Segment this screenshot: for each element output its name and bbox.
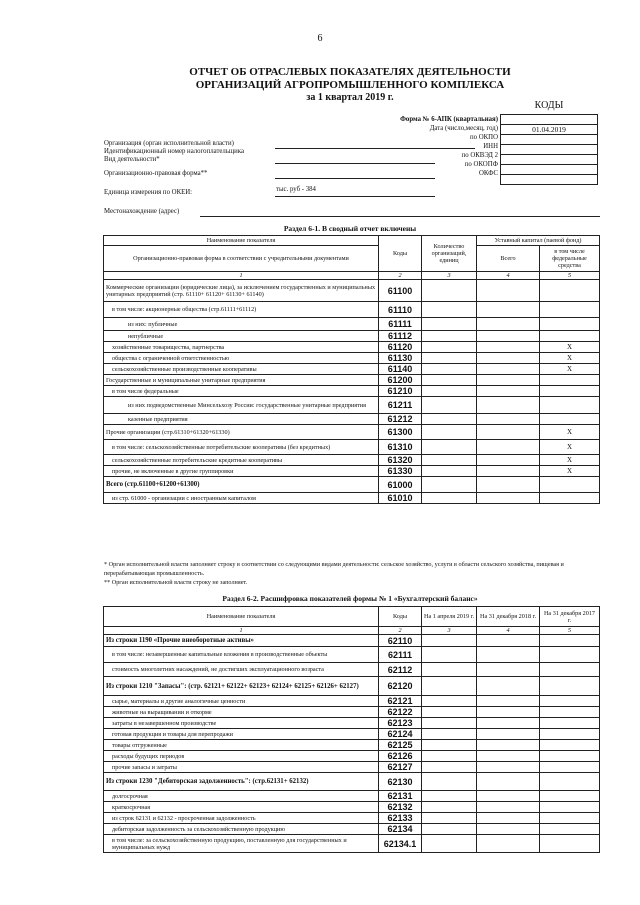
table-row [104,751,600,762]
legal-form-line [275,178,435,179]
org-label: Организация (орган исполнительной власти) [104,140,234,147]
value-cell-dec2017 [540,762,600,773]
value-cell-dec2017 [540,635,600,647]
value-cell-dec2018 [477,707,540,718]
federal-cell [540,414,600,425]
capital-total-cell [477,477,540,493]
row-name: дебиторская задолженность за сельскохозяйственную продукцию [104,824,379,835]
s2-header-apr2019: На 1 апреля 2019 г. [422,607,477,627]
s2-header-codes: Коды [379,607,422,627]
s2-colnum: 4 [477,627,540,635]
table-row [104,386,600,397]
table-row [104,493,600,504]
value-cell-dec2017 [540,813,600,824]
code-cell-okved [501,155,597,165]
s1-header-name: Наименование показателя [104,236,379,246]
row-name: общества с ограниченной ответственностью [104,353,379,364]
row-name: долгосрочная [104,791,379,802]
row-code: 62133 [379,813,422,824]
page-number: 6 [317,33,323,44]
count-cell [422,440,477,455]
section2-table [103,606,600,853]
table-row [104,729,600,740]
codes-header: КОДЫ [534,100,564,111]
count-cell [422,397,477,414]
code-cell-okfs [501,175,597,184]
s2-header-dec2017: На 31 декабря 2017 г. [540,607,600,627]
capital-total-cell [477,375,540,386]
count-cell [422,364,477,375]
value-cell-dec2018 [477,824,540,835]
value-cell-dec2018 [477,696,540,707]
row-code: 61300 [379,425,422,440]
count-cell [422,386,477,397]
value-cell-dec2017 [540,729,600,740]
row-code: 62120 [379,677,422,696]
table-row [104,824,600,835]
count-cell [422,342,477,353]
row-code: 61111 [379,318,422,331]
capital-total-cell [477,440,540,455]
location-label: Местонахождение (адрес) [104,208,180,215]
count-cell [422,318,477,331]
capital-total-cell [477,455,540,466]
row-name: готовая продукция и товары для перепродажи [104,729,379,740]
count-cell [422,477,477,493]
federal-cell [540,493,600,504]
federal-cell [540,280,600,302]
row-code: 62130 [379,773,422,791]
value-cell-apr2019 [422,802,477,813]
table-row [104,414,600,425]
value-cell-dec2017 [540,791,600,802]
table-row [104,773,600,791]
value-cell-dec2018 [477,647,540,663]
row-name: в том числе: незавершенные капитальные вложения в производственные объекты [104,647,379,663]
row-name: казенные предприятия [104,414,379,425]
row-code: 62121 [379,696,422,707]
value-cell-apr2019 [422,740,477,751]
row-code: 61112 [379,331,422,342]
s1-header-name-sub: Организационно-правовая форма в соответствии с учредительными документами [104,246,379,272]
row-code: 61320 [379,455,422,466]
value-cell-dec2018 [477,635,540,647]
value-cell-apr2019 [422,663,477,677]
row-name: Из строки 1210 "Запасы": (стр. 62121+ 62122+ 62123+ 62124+ 62125+ 62126+ 62127) [104,677,379,696]
row-name: краткосрочная [104,802,379,813]
count-cell [422,466,477,477]
table-row [104,663,600,677]
table-row [104,718,600,729]
federal-cell [540,375,600,386]
row-name: прочие запасы и затраты [104,762,379,773]
okved-label: по ОКВЭД 2 [461,152,498,159]
okfs-label: ОКФС [478,170,498,177]
value-cell-dec2017 [540,802,600,813]
okpo-label: по ОКПО [470,134,498,141]
row-code: 62132 [379,802,422,813]
value-cell-dec2018 [477,663,540,677]
section1-title: Раздел 6-1. В сводный отчет включены [283,224,417,233]
value-cell-apr2019 [422,751,477,762]
value-cell-apr2019 [422,647,477,663]
s1-header-capital: Уставный капитал (паевой фонд) [477,236,600,246]
value-cell-apr2019 [422,813,477,824]
row-name: Всего (стр.61100+61200+61300) [104,477,379,493]
table-row [104,835,600,853]
row-code: 62126 [379,751,422,762]
federal-cell [540,318,600,331]
capital-total-cell [477,353,540,364]
capital-total-cell [477,414,540,425]
value-cell-dec2017 [540,663,600,677]
value-cell-dec2018 [477,802,540,813]
capital-total-cell [477,425,540,440]
capital-total-cell [477,318,540,331]
report-title-line1: ОТЧЕТ ОБ ОТРАСЛЕВЫХ ПОКАЗАТЕЛЯХ ДЕЯТЕЛЬНОСТИ [189,66,511,78]
value-cell-apr2019 [422,635,477,647]
s1-header-count: Количество организаций, единиц [422,236,477,272]
row-code: 62127 [379,762,422,773]
value-cell-apr2019 [422,696,477,707]
federal-cell: X [540,353,600,364]
s2-header-name: Наименование показателя [104,607,379,627]
s1-colnum: 2 [379,272,422,280]
capital-total-cell [477,386,540,397]
s1-header-total: Всего [477,246,540,272]
row-code: 61330 [379,466,422,477]
s1-colnum: 4 [477,272,540,280]
row-code: 62125 [379,740,422,751]
value-cell-dec2017 [540,647,600,663]
row-name: Коммерческие организации (юридические лица), за исключением государственных и муниципальных унитарных предприятий (стр. 61110+ 61120+ 61130+ 61140) [104,280,379,302]
federal-cell [540,331,600,342]
row-code: 62124 [379,729,422,740]
row-name: стоимость многолетних насаждений, не достигших эксплуатационного возраста [104,663,379,677]
s2-colnum: 5 [540,627,600,635]
row-name: сырье, материалы и другие аналогичные ценности [104,696,379,707]
value-cell-dec2017 [540,718,600,729]
row-code: 62111 [379,647,422,663]
count-cell [422,425,477,440]
s1-colnum: 5 [540,272,600,280]
table-row [104,425,600,440]
count-cell [422,375,477,386]
row-code: 61010 [379,493,422,504]
row-code: 61310 [379,440,422,455]
s2-header-dec2018: На 31 декабря 2018 г. [477,607,540,627]
federal-cell [540,397,600,414]
code-cell-okpo [501,135,597,145]
row-code: 62134.1 [379,835,422,853]
org-line [275,148,475,149]
value-cell-apr2019 [422,791,477,802]
s2-colnum: 2 [379,627,422,635]
row-name: в том числе федеральные [104,386,379,397]
table-row [104,791,600,802]
row-name: в том числе: акционерные общества (стр.61111+61112) [104,302,379,318]
report-title-line2: ОРГАНИЗАЦИЙ АГРОПРОМЫШЛЕННОГО КОМПЛЕКСА [195,79,505,91]
table-row [104,280,600,302]
row-name: из стр. 61000 - организации с иностранным капиталом [104,493,379,504]
capital-total-cell [477,302,540,318]
federal-cell: X [540,425,600,440]
table-row [104,302,600,318]
count-cell [422,302,477,318]
row-name: Из строки 1230 "Дебиторская задолженность": (стр.62131+ 62132) [104,773,379,791]
capital-total-cell [477,331,540,342]
table-row [104,364,600,375]
code-cell-form [501,115,597,125]
table-row [104,762,600,773]
legal-form-label: Организационно-правовая форма** [104,170,208,177]
row-name: в том числе: за сельскохозяйственную продукцию, поставленную для государственных и муниципальных нужд [104,835,379,853]
value-cell-dec2018 [477,762,540,773]
table-row [104,740,600,751]
value-cell-apr2019 [422,718,477,729]
form-label: Форма № 6-АПК (квартальная) [400,116,498,123]
table-row [104,455,600,466]
date-label: Дата (число,месяц, год) [429,125,498,132]
row-name: товары отгруженные [104,740,379,751]
footnote-2: ** Орган исполнительной власти строку не заполняет. [104,579,248,586]
activity-line [275,163,435,164]
row-code: 61212 [379,414,422,425]
table-row [104,342,600,353]
s2-colnum-row [104,627,600,635]
unit-label: Единица измерения по ОКЕИ: [104,189,193,196]
row-code: 62134 [379,824,422,835]
row-name: сельскохозяйственные производственные кооперативы [104,364,379,375]
row-code: 61130 [379,353,422,364]
row-code: 61210 [379,386,422,397]
table-row [104,477,600,493]
row-name: из них подведомственные Минсельхозу России: государственные унитарные предприятия [104,397,379,414]
count-cell [422,455,477,466]
row-name: из строк 62131 и 62132 - просроченная задолженность [104,813,379,824]
row-code: 61211 [379,397,422,414]
value-cell-apr2019 [422,729,477,740]
federal-cell [540,302,600,318]
unit-line [275,196,435,197]
row-name: из них: публичные [104,318,379,331]
table-row [104,696,600,707]
federal-cell [540,477,600,493]
row-code: 62131 [379,791,422,802]
count-cell [422,280,477,302]
taxid-label: Идентификационный номер налогоплательщика [104,148,245,155]
s1-header-codes: Коды [379,236,422,272]
value-cell-dec2018 [477,740,540,751]
table-row [104,635,600,647]
row-name: непубличные [104,331,379,342]
capital-total-cell [477,280,540,302]
inn-label: ИНН [483,143,498,150]
value-cell-dec2018 [477,813,540,824]
value-cell-dec2017 [540,740,600,751]
federal-cell: X [540,342,600,353]
okopf-label: по ОКОПФ [464,161,498,168]
count-cell [422,353,477,364]
table-row [104,813,600,824]
s1-header-federal: в том числе федеральные средства [540,246,600,272]
s1-colnum-row [104,272,600,280]
report-period: за 1 квартал 2019 г. [306,92,394,103]
value-cell-dec2017 [540,751,600,762]
activity-label: Вид деятельности* [104,156,160,163]
row-name: Прочие организации (стр.61310+61320+61330) [104,425,379,440]
table-row [104,466,600,477]
table-row [104,707,600,718]
capital-total-cell [477,466,540,477]
capital-total-cell [477,342,540,353]
s1-colnum: 1 [104,272,379,280]
row-name: хозяйственные товарищества, партнерства [104,342,379,353]
table-row [104,677,600,696]
value-cell-apr2019 [422,835,477,853]
row-name: расходы будущих периодов [104,751,379,762]
count-cell [422,493,477,504]
row-name: Государственные и муниципальные унитарные предприятия [104,375,379,386]
row-code: 62122 [379,707,422,718]
value-cell-apr2019 [422,677,477,696]
count-cell [422,414,477,425]
row-code: 61200 [379,375,422,386]
value-cell-dec2017 [540,824,600,835]
federal-cell: X [540,440,600,455]
table-row [104,375,600,386]
capital-total-cell [477,493,540,504]
value-cell-apr2019 [422,762,477,773]
value-cell-dec2017 [540,707,600,718]
row-code: 61110 [379,302,422,318]
federal-cell: X [540,466,600,477]
location-line [200,216,600,217]
footnote-1: * Орган исполнительной власти заполняет строку в соответствии со следующими видами деятельности: сельское хозяйство, услуги в области сельского хозяйства, пищевая и перерабатывающая промышленность. [104,561,564,577]
code-cell-inn [501,145,597,155]
value-cell-dec2017 [540,835,600,853]
table-row [104,331,600,342]
row-name: затраты в незавершенном производстве [104,718,379,729]
row-name: в том числе: сельскохозяйственные потребительские кооперативы (без кредитных) [104,440,379,455]
row-name: сельскохозяйственные потребительские кредитные кооперативы [104,455,379,466]
value-cell-dec2018 [477,791,540,802]
value-cell-dec2018 [477,773,540,791]
section1-table [103,235,600,504]
code-cell-okopf [501,165,597,175]
federal-cell: X [540,364,600,375]
value-cell-dec2018 [477,718,540,729]
federal-cell [540,386,600,397]
code-cell-date: 01.04.2019 [501,125,597,135]
s2-colnum: 3 [422,627,477,635]
table-row [104,440,600,455]
section2-title: Раздел 6-2. Расшифровка показателей формы № 1 «Бухгалтерский баланс» [222,594,478,603]
value-cell-dec2017 [540,696,600,707]
table-row [104,802,600,813]
row-code: 61140 [379,364,422,375]
row-code: 61120 [379,342,422,353]
value-cell-dec2017 [540,773,600,791]
row-name: Из строки 1190 «Прочие внеоборотные активы» [104,635,379,647]
row-name: прочие, не включенные в другие группировки [104,466,379,477]
row-code: 62112 [379,663,422,677]
row-name: животные на выращивании и откорме [104,707,379,718]
table-row [104,397,600,414]
value-cell-apr2019 [422,707,477,718]
value-cell-dec2018 [477,751,540,762]
federal-cell: X [540,455,600,466]
capital-total-cell [477,364,540,375]
table-row [104,318,600,331]
row-code: 62110 [379,635,422,647]
table-row [104,353,600,364]
row-code: 62123 [379,718,422,729]
s2-colnum: 1 [104,627,379,635]
unit-value: тыс. руб - 384 [276,186,316,193]
value-cell-dec2017 [540,677,600,696]
value-cell-apr2019 [422,824,477,835]
value-cell-dec2018 [477,677,540,696]
count-cell [422,331,477,342]
codes-box [500,114,598,185]
row-code: 61100 [379,280,422,302]
value-cell-dec2018 [477,835,540,853]
s1-colnum: 3 [422,272,477,280]
row-code: 61000 [379,477,422,493]
table-row [104,647,600,663]
value-cell-apr2019 [422,773,477,791]
capital-total-cell [477,397,540,414]
value-cell-dec2018 [477,729,540,740]
